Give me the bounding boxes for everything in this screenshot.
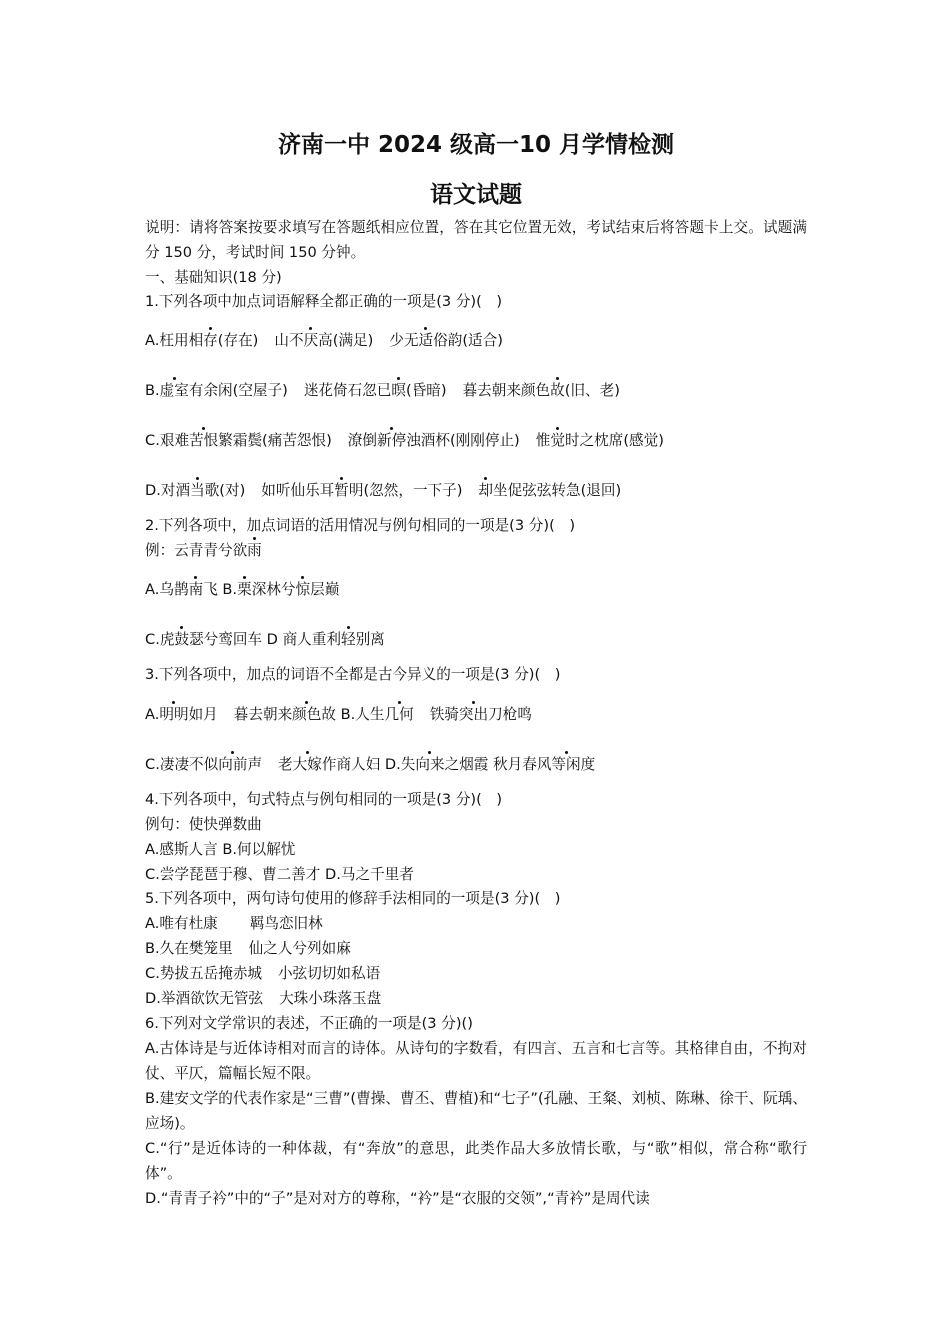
question-3-stem: 3.下列各项中，加点的词语不全都是古今异义的一项是(3 分)( ) bbox=[145, 666, 561, 683]
q6-option-c: C.“行”是近体诗的一种体裁，有“奔放”的意思，此类作品大多放情长歌，与“歌”相似，常合称“歌行体”。 bbox=[145, 1140, 807, 1182]
emphasis-dot-text: 却 bbox=[478, 482, 494, 499]
question-4-stem: 4.下列各项中，句式特点与例句相同的一项是(3 分)( ) bbox=[145, 791, 503, 808]
emphasis-dot-text: 惊 bbox=[295, 581, 311, 598]
q4-options-ab: A.感斯人言 B.何以解忧 bbox=[145, 841, 296, 858]
emphasis-dot-text: 新停 bbox=[377, 432, 407, 449]
q1-option-d: D.对酒当歌(对) 如听仙乐耳暂明(忽然，一下子) 却坐促弦弦转急(退回) bbox=[145, 482, 622, 499]
section-heading: 一、基础知识(18 分) bbox=[145, 269, 282, 286]
q1-option-a: A.枉用相存(存在) 山不厌高(满足) 少无适俗韵(适合) bbox=[145, 332, 503, 349]
q6-option-d: D.“青青子衿”中的“子”是对对方的尊称，“衿”是“衣服的交领”,“青衿”是周代读 bbox=[145, 1190, 650, 1207]
emphasis-dot-text: 突出 bbox=[458, 706, 489, 723]
emphasis-dot-text: 鼓 bbox=[174, 631, 190, 648]
q6-option-b: B.建安文学的代表作家是“三曹”(曹操、曹丕、曹植)和“七子”(孔融、王粲、刘桢、陈琳、徐干、阮瑀、应场)。 bbox=[145, 1090, 807, 1132]
emphasis-dot-text: 厌 bbox=[303, 332, 319, 349]
exam-subtitle: 语文试题 bbox=[430, 182, 522, 208]
q5-option-a: A.唯有杜康 羁鸟恋旧林 bbox=[145, 915, 323, 932]
emphasis-dot-text: 栗 bbox=[237, 581, 252, 598]
question-2-stem: 2.下列各项中，加点词语的活用情况与例句相同的一项是(3 分)( ) bbox=[145, 517, 576, 534]
q4-example: 例句：使快弹数曲 bbox=[145, 816, 262, 833]
emphasis-dot-text: 向来 bbox=[415, 756, 445, 773]
question-1-stem: 1.下列各项中加点词语解释全都正确的一项是(3 分)( ) bbox=[145, 293, 503, 310]
instructions: 说明：请将答案按要求填写在答题纸相应位置，答在其它位置无效，考试结束后将答题卡上交。试题满分 150 分，考试时间 150 分钟。 bbox=[145, 219, 807, 261]
q2-options-ab: A.乌鹊南飞 B.栗深林兮惊层巅 bbox=[145, 581, 340, 598]
emphasis-dot-text: 当 bbox=[190, 482, 205, 499]
emphasis-dot-text: 觉 bbox=[550, 432, 565, 449]
emphasis-dot-text: 苦恨 bbox=[189, 432, 219, 449]
q3-options-cd: C.凄凄不似向前声 老大嫁作商人妇 D.失向来之烟霞 秋月春风等闲度 bbox=[145, 756, 596, 773]
emphasis-dot-text: 向前 bbox=[218, 756, 248, 773]
emphasis-dot-text: 南 bbox=[188, 581, 204, 598]
q5-option-c: C.势拔五岳掩赤城 小弦切切如私语 bbox=[145, 965, 381, 982]
q5-option-d: D.举酒欲饮无管弦 大珠小珠落玉盘 bbox=[145, 990, 382, 1007]
emphasis-dot-text: 雨 bbox=[247, 542, 262, 559]
emphasis-dot-text: 暝 bbox=[391, 382, 406, 399]
q1-option-b: B.虚室有余闲(空屋子) 迷花倚石忽已暝(昏暗) 暮去朝来颜色故(旧、老) bbox=[145, 382, 620, 399]
emphasis-dot-text: 等闲 bbox=[551, 756, 581, 773]
question-5-stem: 5.下列各项中，两句诗句使用的修辞手法相同的一项是(3 分)( ) bbox=[145, 890, 561, 907]
q3-options-ab: A.明明如月 暮去朝来颜色故 B.人生几何 铁骑突出刀枪鸣 bbox=[145, 706, 532, 723]
emphasis-dot-text: 几何 bbox=[384, 706, 414, 723]
exam-title: 济南一中 2024 级高一10 月学情检测 bbox=[277, 132, 675, 158]
emphasis-dot-text: 颜色 bbox=[292, 706, 322, 723]
question-6-stem: 6.下列对文学常识的表述，不正确的一项是(3 分)() bbox=[145, 1015, 473, 1032]
emphasis-dot-text: 轻 bbox=[340, 631, 356, 648]
emphasis-dot-text: 故 bbox=[550, 382, 565, 399]
q2-example: 例：云青青兮欲雨 bbox=[145, 542, 262, 559]
q2-options-cd: C.虎鼓瑟兮鸾回车 D 商人重利轻别离 bbox=[145, 631, 385, 648]
emphasis-dot-text: 虚室 bbox=[159, 382, 189, 399]
q5-option-b: B.久在樊笼里 仙之人兮列如麻 bbox=[145, 940, 351, 957]
q6-option-a: A.古体诗是与近体诗相对而言的诗体。从诗句的字数看，有四言、五言和七言等。其格律自由，不拘对仗、平仄，篇幅长短不限。 bbox=[145, 1040, 807, 1082]
emphasis-dot-text: 存 bbox=[203, 332, 218, 349]
emphasis-dot-text: 明明 bbox=[159, 706, 189, 723]
emphasis-dot-text: 暂 bbox=[334, 482, 349, 499]
emphasis-dot-text: 适 bbox=[418, 332, 434, 349]
q1-option-c: C.艰难苦恨繁霜鬓(痛苦怨恨) 潦倒新停浊酒杯(刚刚停止) 惟觉时之枕席(感觉) bbox=[145, 432, 664, 449]
emphasis-dot-text: 大嫁 bbox=[292, 756, 322, 773]
q4-options-cd: C.尝学琵琶于穆、曹二善才 D.马之千里者 bbox=[145, 866, 414, 883]
